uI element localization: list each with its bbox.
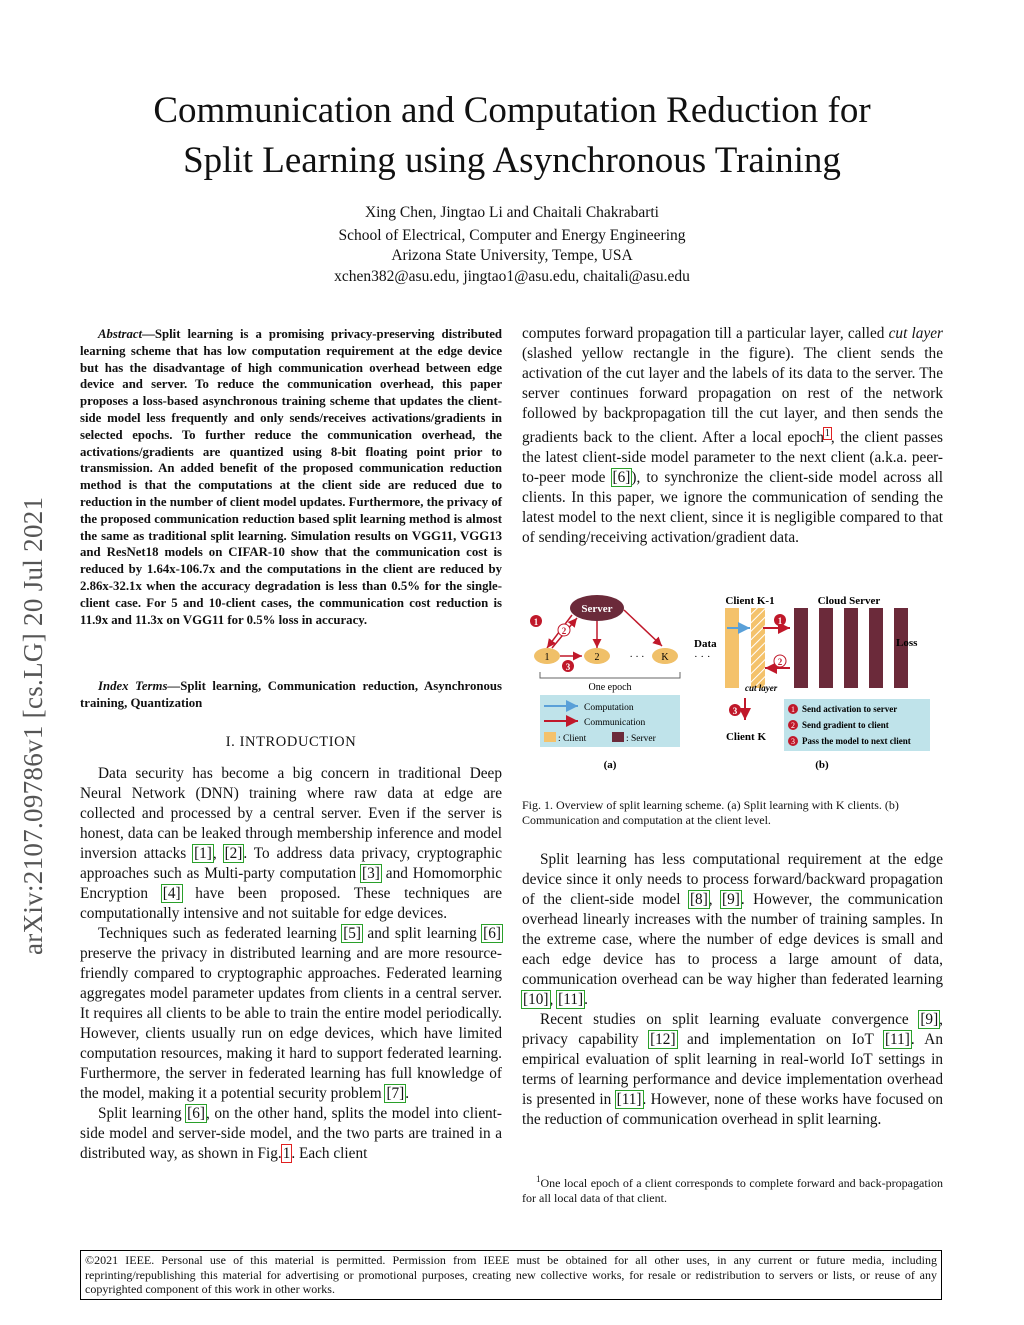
copyright-notice: ©2021 IEEE. Personal use of this material is permitted. Permission from IEEE must be obtained for all other uses, in any current or future media, including reprinting/republishing this material for advertising or promotional purposes, creating new collective works, for resale or redistribution to servers or lists, or reuse of any copyrighted component of this work in other works. bbox=[80, 1250, 942, 1300]
cut-layer bbox=[751, 608, 765, 688]
footnote: $^1$One local epoch of a client corresponds to complete forward and back-propagation for all local data of that client. bbox=[522, 1174, 943, 1205]
citation-link[interactable]: [1] bbox=[194, 845, 212, 862]
abstract bbox=[80, 326, 502, 628]
server-layer bbox=[819, 608, 833, 688]
arxiv-side-stamp: arXiv:2107.09786v1 [cs.LG] 20 Jul 2021 bbox=[18, 496, 48, 955]
svg-text:2: 2 bbox=[777, 657, 783, 667]
svg-text:Computation: Computation bbox=[584, 703, 634, 713]
citation-link[interactable]: [8] bbox=[689, 891, 708, 908]
title-line-1: Communication and Computation Reduction for bbox=[153, 90, 871, 131]
citation-link[interactable]: [2] bbox=[224, 845, 243, 862]
citation-link[interactable]: [12] bbox=[650, 1031, 676, 1048]
svg-text:3: 3 bbox=[732, 706, 738, 716]
server-layer bbox=[869, 608, 883, 688]
svg-text:3: 3 bbox=[565, 662, 571, 672]
paragraph: Split learning [6], on the other hand, splits the model into client-side model and server-side model, and the two parts are trained in a distributed way, as shown in Fig.1. Each client bbox=[80, 1105, 502, 1162]
citation-link[interactable]: [4] bbox=[162, 885, 181, 902]
svg-text:· · ·: · · · bbox=[629, 652, 645, 663]
abstract-label: Abstract— bbox=[98, 327, 155, 341]
citation-link[interactable]: [5] bbox=[343, 925, 362, 942]
server-layer bbox=[794, 608, 808, 688]
svg-text:One epoch: One epoch bbox=[588, 682, 632, 693]
index-terms-label: Index Terms— bbox=[98, 679, 181, 693]
citation-link[interactable]: [9] bbox=[722, 891, 740, 908]
svg-text:Cloud Server: Cloud Server bbox=[817, 595, 881, 607]
citation-link[interactable]: [6] bbox=[187, 1105, 205, 1122]
citation-link[interactable]: [7] bbox=[386, 1085, 405, 1102]
affiliation-1: School of Electrical, Computer and Energy Engineering bbox=[338, 227, 686, 244]
citation-link[interactable]: [9] bbox=[920, 1011, 939, 1028]
subfigure-a-label: (a) bbox=[603, 759, 617, 771]
svg-text:3: 3 bbox=[791, 737, 795, 746]
footnote-link[interactable]: 1 bbox=[824, 428, 830, 439]
server-label: Server bbox=[581, 603, 613, 615]
citation-link[interactable]: [11] bbox=[884, 1031, 910, 1048]
epoch-bracket bbox=[540, 672, 680, 678]
svg-text:1: 1 bbox=[533, 617, 539, 627]
svg-text:K: K bbox=[661, 652, 669, 663]
svg-text:1: 1 bbox=[791, 705, 795, 714]
comm-arrow bbox=[624, 610, 662, 646]
server-layer bbox=[844, 608, 858, 688]
svg-text:Client K: Client K bbox=[725, 731, 767, 743]
section-heading-introduction: I. INTRODUCTION bbox=[225, 734, 357, 750]
svg-text:2: 2 bbox=[561, 626, 567, 636]
svg-text:: Server: : Server bbox=[626, 734, 656, 744]
svg-text:Data: Data bbox=[694, 638, 717, 650]
citation-link[interactable]: [11] bbox=[616, 1091, 642, 1108]
left-column-body bbox=[80, 764, 502, 1164]
paragraph: computes forward propagation till a particular layer, called cut layer (slashed yellow rectangle in the figure). The client sends the activation of the cut layer and the labels of its data to the server. The server continues forward propagation on rest of the network followed by backpropagation till the cut layer, and then sends the gradients back to the client. After a local epoch$^1$, the client passes the latest client-side model parameter to the next client (a.k.a. peer-to-peer mode [6]), to synchronize the client-side model across all clients. In this paper, we ignore the communication of sending the latest model to the next client, since it is negligible compared to that of sending/receiving activation/gradient data. bbox=[522, 325, 943, 547]
citation-link[interactable]: [6] bbox=[612, 469, 631, 487]
paragraph: Split learning has less computational requirement at the edge device since it only needs to process forward/backward propagation of the client-side model [8], [9]. However, the communication overhead linearly increases with the number of training samples. In the extreme case, where the number of edge devices is small and each edge device has to process a large amount of data, communication overhead can be way higher than federated learning [10], [11]. bbox=[522, 851, 943, 1008]
svg-text:2: 2 bbox=[594, 652, 600, 663]
svg-text:cut layer: cut layer bbox=[745, 683, 778, 693]
client-layer bbox=[725, 608, 739, 688]
subfigure-b bbox=[694, 595, 930, 771]
svg-text:1: 1 bbox=[777, 616, 783, 626]
emails: xchen382@asu.edu, jingtao1@asu.edu, chaitali@asu.edu bbox=[334, 268, 690, 285]
paper-title bbox=[80, 86, 944, 186]
figure-1 bbox=[522, 588, 944, 774]
svg-text:Client K-1: Client K-1 bbox=[725, 595, 775, 607]
paragraph: Recent studies on split learning evaluate convergence [9], privacy capability [12] and implementation on IoT [11]. An empirical evaluation of split learning in real-world IoT settings in terms of learning performance and device implementation overhead is presented in [11]. However, none of these works have focused on the reduction of communication overhead in split learning. bbox=[522, 1011, 943, 1128]
server-swatch bbox=[612, 732, 624, 742]
figure-link[interactable]: 1 bbox=[282, 1145, 291, 1162]
citation-link[interactable]: [6] bbox=[483, 925, 501, 942]
svg-text:Send gradient to client: Send gradient to client bbox=[802, 720, 889, 730]
index-terms-text: Split learning, Communication reduction, Asynchronous training, Quantization bbox=[80, 679, 502, 710]
authors: Xing Chen, Jingtao Li and Chaitali Chakrabarti bbox=[364, 204, 659, 221]
citation-link[interactable]: [10] bbox=[523, 991, 549, 1008]
right-column-top bbox=[522, 324, 943, 548]
client-swatch bbox=[544, 732, 556, 742]
subfigure-a bbox=[530, 595, 680, 771]
right-column-body bbox=[522, 850, 943, 1130]
svg-text:Communication: Communication bbox=[584, 718, 646, 728]
svg-text:Send activation to server: Send activation to server bbox=[802, 704, 898, 714]
index-terms bbox=[80, 678, 502, 712]
paragraph: Techniques such as federated learning [5] and split learning [6] preserve the privacy in distributed learning and are more resource-friendly compared to cryptographic approaches. Federated learning aggregates model parameter updates from clients in a central server. It requires all clients to be able to train the entire model periodically. However, clients usually run on edge devices, which have limited computation resources, making it hard to support federated learning. Furthermore, the server in federated learning has full knowledge of the model, making it a potential security problem [7]. bbox=[80, 925, 502, 1102]
subfigure-b-label: (b) bbox=[815, 759, 829, 771]
svg-text:: Client: : Client bbox=[558, 734, 587, 744]
affiliation-2: Arizona State University, Tempe, USA bbox=[391, 247, 633, 264]
svg-text:Loss: Loss bbox=[896, 637, 918, 649]
citation-link[interactable]: [3] bbox=[362, 865, 380, 882]
paragraph: Data security has become a big concern in traditional Deep Neural Network (DNN) training where raw data at edge are collected and processed by a central server. Even if the server is honest, data can be leaked through membership inference and model inversion attacks [1], [2]. To address data privacy, cryptographic approaches such as Multi-party computation [3] and Homomorphic Encryption [4] have been proposed. These techniques are computationally intensive and not suitable for edge devices. bbox=[80, 765, 503, 922]
svg-text:1: 1 bbox=[544, 652, 550, 663]
svg-text:Pass the model to next client: Pass the model to next client bbox=[802, 736, 911, 746]
figure-caption: Fig. 1. Overview of split learning scheme. (a) Split learning with K clients. (b) Communication and computation at the client level. bbox=[522, 798, 899, 827]
svg-text:· · ·: · · · bbox=[694, 651, 711, 663]
abstract-text: Split learning is a promising privacy-preserving distributed learning scheme that has low computation requirement at the edge device but has the disadvantage of high communication overhead between edge device and server. To reduce the communication overhead, this paper proposes a loss-based asynchronous training scheme that updates the client-side model less frequently and only sends/receives activations/gradients in selected epochs. To further reduce the communication overhead, the activations/gradients are quantized using 8-bit floating point prior to transmission. An added benefit of the proposed communication reduction method is that the computations at the client side are reduced due to reduction in the number of client model updates. Furthermore, the privacy of the proposed communication reduction based split learning method is almost the same as traditional split learning. Simulation results on VGG11, VGG13 and ResNet18 models on CIFAR-10 show that the communication cost is reduced by 1.64x-106.7x and the computations in the client are reduced by 2.86x-32.1x when the accuracy degradation is less than 0.5% for the single-client case. For 5 and 10-client cases, the communication cost reduction is 11.9x and 11.3x on VGG11 for 0.5% loss in accuracy. bbox=[80, 327, 502, 627]
citation-link[interactable]: [11] bbox=[558, 991, 584, 1008]
title-line-2: Split Learning using Asynchronous Training bbox=[183, 140, 841, 181]
svg-text:2: 2 bbox=[791, 721, 795, 730]
